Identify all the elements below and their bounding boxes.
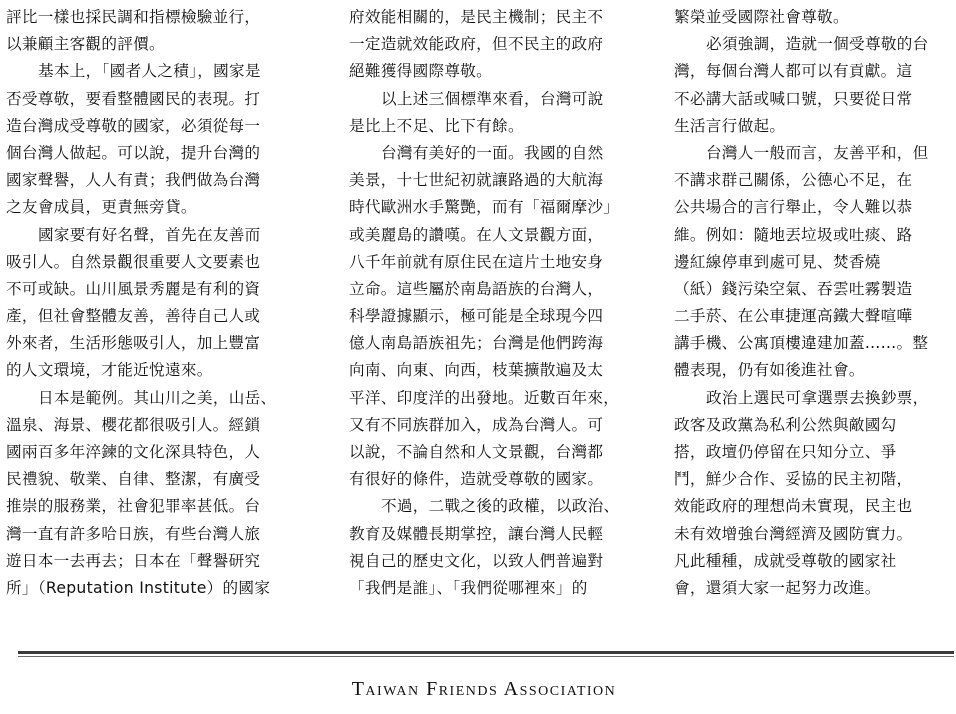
- text-line: 個台灣人做起。可以說，提升台灣的: [6, 143, 261, 162]
- text-line: （紙）錢污染空氣、吞雲吐霧製造: [674, 279, 913, 298]
- text-line: 所」（Reputation Institute）的國家: [6, 578, 271, 597]
- text-line: 是比上不足、比下有餘。: [349, 116, 524, 135]
- text-line: 凡此種種，成就受尊敬的國家社: [674, 551, 897, 570]
- text-line: 的人文環境，才能近悅遠來。: [6, 361, 213, 380]
- text-line: 以兼顧主客觀的評價。: [6, 35, 165, 54]
- text-line: 灣一直有許多哈日族，有些台灣人旅: [6, 524, 261, 543]
- text-line: 時代歐洲水手驚艷，而有「福爾摩沙」: [349, 198, 620, 217]
- text-line: 向南、向東、向西，枝葉擴散遍及太: [349, 361, 604, 380]
- text-line: 日本是範例。其山川之美，山岳、: [38, 388, 277, 407]
- text-line: 絕難獲得國際尊敬。: [349, 62, 493, 81]
- text-line: 有很好的條件，造就受尊敬的國家。: [349, 470, 604, 489]
- footer-organization-name: Taiwan Friends Association: [351, 678, 617, 700]
- text-line: 政治上選民可拿選票去換鈔票，: [706, 388, 929, 407]
- text-line: 台灣有美好的一面。我國的自然: [381, 143, 604, 162]
- text-line: 「我們是誰」、「我們從哪裡來」的: [349, 578, 588, 597]
- text-line: 教育及媒體長期掌控，讓台灣人民輕: [349, 524, 604, 543]
- text-line: 必須強調，造就一個受尊敬的台: [706, 35, 929, 54]
- text-line: 灣，每個台灣人都可以有貢獻。這: [674, 62, 913, 81]
- text-column-1: [6, 4, 322, 602]
- text-line: 維。例如：隨地丟垃圾或吐痰、路: [674, 225, 913, 244]
- text-line: 產，但社會整體友善，善待自己人或: [6, 307, 261, 326]
- footer-rule-thick: [18, 651, 954, 654]
- text-line: 政客及政黨為私利公然與敵國勾: [674, 415, 897, 434]
- text-line: 外來者，生活形態吸引人，加上豐富: [6, 334, 261, 353]
- text-line: 億人南島語族祖先；台灣是他們跨海: [349, 334, 604, 353]
- text-line: 之友會成員，更責無旁貸。: [6, 198, 197, 217]
- text-line: 國家要有好名聲，首先在友善而: [38, 225, 261, 244]
- text-line: 邊紅線停車到處可見、焚香燒: [674, 252, 881, 271]
- text-line: 科學證據顯示，極可能是全球現今四: [349, 307, 604, 326]
- text-line: 吸引人。自然景觀很重要人文要素也: [6, 252, 261, 271]
- text-line: 體表現，仍有如後進社會。: [674, 361, 865, 380]
- text-line: 不必講大話或喊口號，只要從日常: [674, 89, 913, 108]
- text-line: 府效能相關的，是民主機制；民主不: [349, 8, 604, 26]
- text-line: 台灣人一般而言，友善平和，但: [706, 143, 929, 162]
- text-line: 立命。這些屬於南島語族的台灣人，: [349, 279, 604, 298]
- footer-rule-thin: [18, 656, 954, 657]
- text-line: 美景，十七世紀初就讓路過的大航海: [349, 171, 604, 190]
- text-line: 否受尊敬，要看整體國民的表現。打: [6, 89, 261, 108]
- text-line: 視自己的歷史文化，以致人們普遍對: [349, 551, 604, 570]
- text-line: 或美麗島的讚嘆。在人文景觀方面，: [349, 225, 604, 244]
- text-line: 國家聲譽，人人有責；我們做為台灣: [6, 171, 261, 190]
- text-line: 平洋、印度洋的出發地。近數百年來，: [349, 388, 620, 407]
- text-line: 造台灣成受尊敬的國家，必須從每一: [6, 116, 261, 135]
- text-line: 不講求群己關係，公德心不足，在: [674, 171, 913, 190]
- text-line: 不過，二戰之後的政權，以政治、: [381, 497, 620, 516]
- text-line: 不可或缺。山川風景秀麗是有利的資: [6, 279, 261, 298]
- text-line: 搭，政壇仍停留在只知分立、爭: [674, 443, 897, 461]
- text-line: 遊日本一去再去；日本在「聲譽研究: [6, 551, 261, 570]
- text-line: 一定造就效能政府，但不民主的政府: [349, 35, 604, 54]
- text-line: 效能政府的理想尚未實現，民主也: [674, 497, 913, 516]
- text-column-3: [674, 4, 950, 602]
- text-line: 評比一樣也採民調和指標檢驗並行，: [6, 8, 261, 26]
- text-line: 講手機、公寓頂樓違建加蓋……。整: [674, 334, 929, 353]
- text-line: 國兩百多年淬鍊的文化深具特色，人: [6, 443, 261, 461]
- text-line: 會，還須大家一起努力改進。: [674, 578, 881, 597]
- text-line: 又有不同族群加入，成為台灣人。可: [349, 415, 604, 434]
- text-line: 公共場合的言行舉止，令人難以恭: [674, 198, 913, 217]
- text-line: 民禮貌、敬業、自律、整潔，有廣受: [6, 470, 261, 489]
- text-line: 鬥，鮮少合作、妥協的民主初階，: [674, 470, 913, 489]
- text-line: 繁榮並受國際社會尊敬。: [674, 8, 849, 26]
- text-line: 生活言行做起。: [674, 116, 786, 135]
- text-line: 以上述三個標準來看，台灣可說: [381, 89, 604, 108]
- text-line: 溫泉、海景、櫻花都很吸引人。經鎖: [6, 415, 261, 434]
- text-line: 基本上，「國者人之積」，國家是: [38, 62, 261, 81]
- text-line: 二手菸、在公車捷運高鐵大聲喧嘩: [674, 307, 913, 326]
- text-line: 推崇的服務業，社會犯罪率甚低。台: [6, 497, 261, 516]
- text-line: 以說，不論自然和人文景觀，台灣都: [349, 443, 604, 461]
- text-column-2: [349, 4, 649, 602]
- text-line: 未有效增強台灣經濟及國防實力。: [674, 524, 913, 543]
- text-line: 八千年前就有原住民在這片土地安身: [349, 252, 604, 271]
